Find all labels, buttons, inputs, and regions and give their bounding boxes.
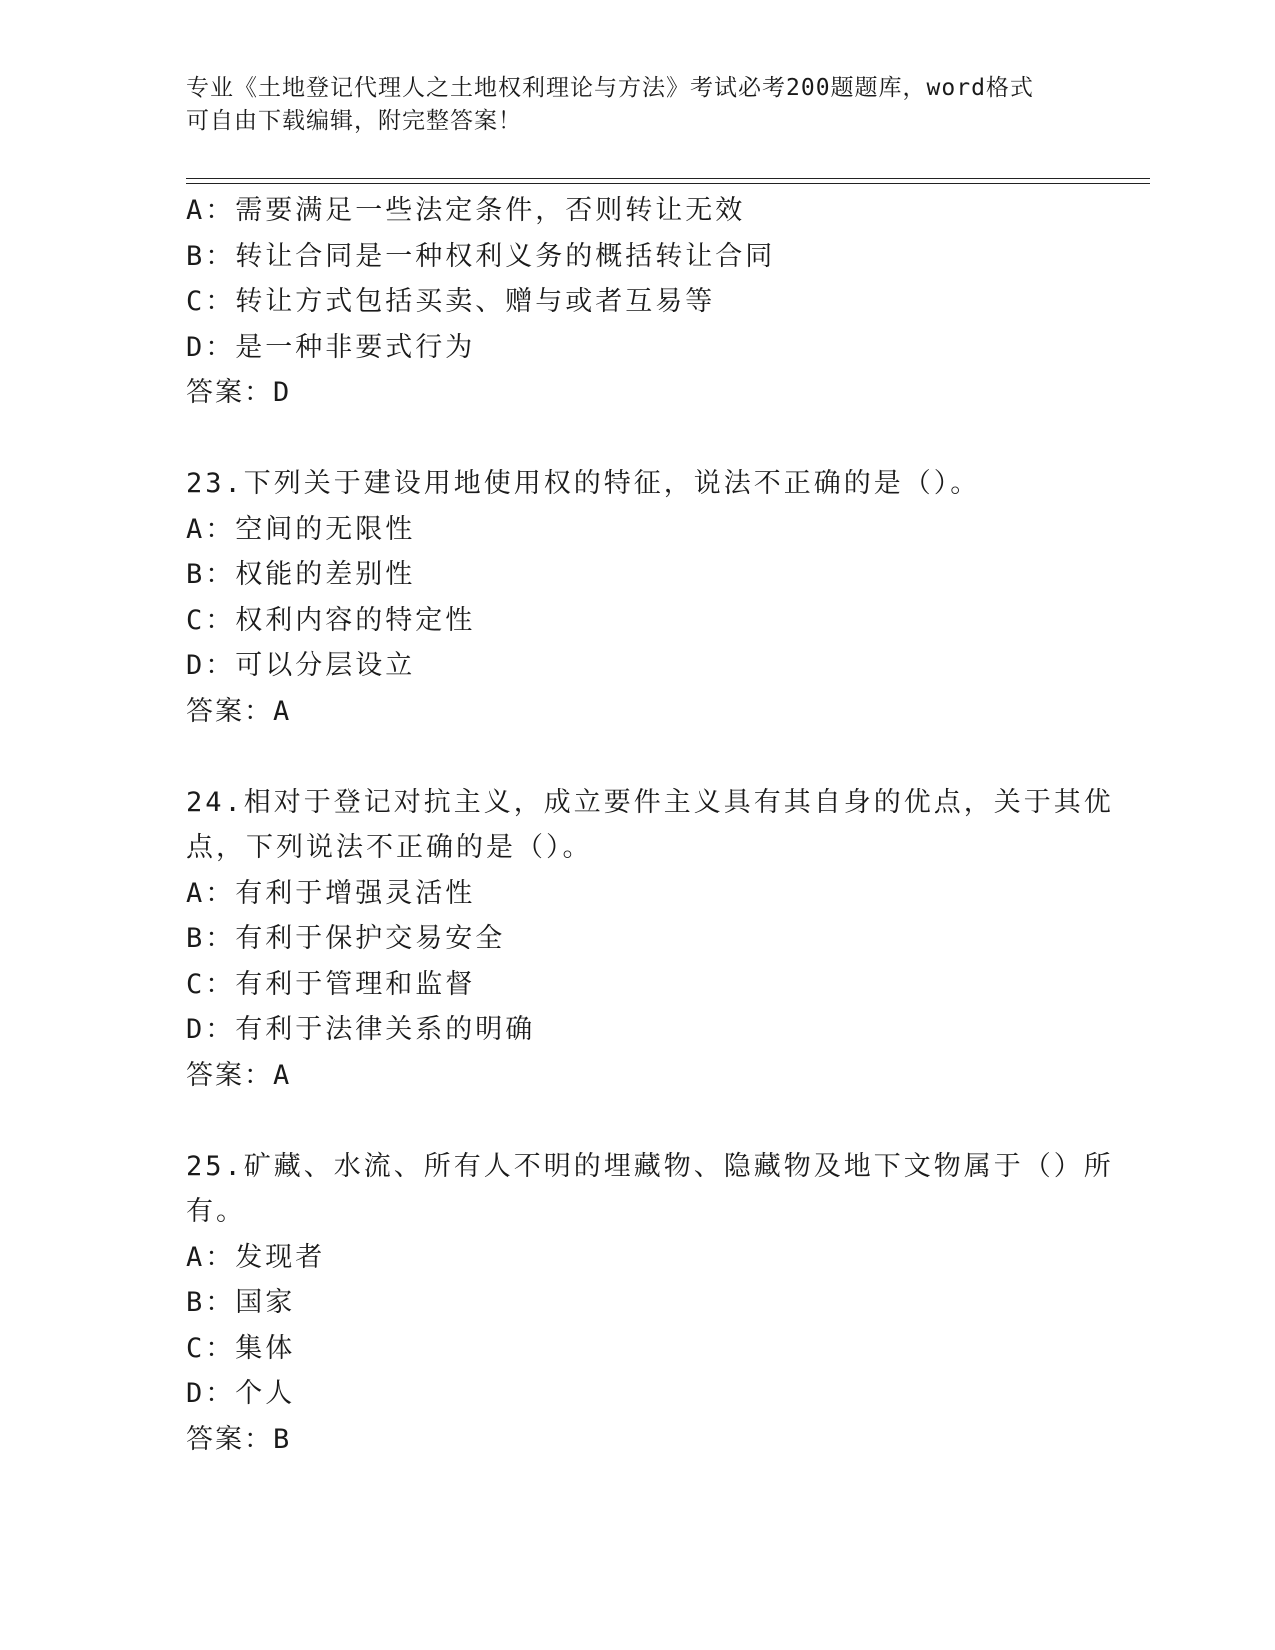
answer: 答案：A: [186, 695, 292, 727]
option-d: D：个人: [186, 1378, 296, 1409]
option-b: B：有利于保护交易安全: [186, 923, 506, 954]
header-line-2: 可自由下载编辑，附完整答案！: [186, 108, 522, 134]
question-text-line-1: 25.矿藏、水流、所有人不明的埋藏物、隐藏物及地下文物属于（）所: [186, 1150, 1114, 1182]
header-line-1: 专业《土地登记代理人之土地权利理论与方法》考试必考200题题库，word格式: [186, 75, 1034, 101]
answer: 答案：D: [186, 377, 292, 408]
question-text-line-2: 有。: [186, 1196, 246, 1227]
question-text: 23.下列关于建设用地使用权的特征，说法不正确的是（）。: [186, 468, 981, 499]
option-b: B：权能的差别性: [186, 559, 416, 590]
option-c: C：权利内容的特定性: [186, 604, 476, 636]
option-c: C：有利于管理和监督: [186, 968, 476, 1000]
question-23: [186, 461, 1086, 734]
option-a: A：发现者: [186, 1241, 326, 1273]
option-d: D：是一种非要式行为: [186, 331, 476, 363]
option-b: B：国家: [186, 1287, 296, 1318]
question-24: [186, 780, 1114, 1099]
question-text-line-2: 点，下列说法不正确的是（）。: [186, 832, 593, 863]
header-divider-top: [186, 178, 1150, 179]
question-list: [186, 188, 1114, 1462]
option-a: A：空间的无限性: [186, 513, 416, 545]
question-22: [186, 188, 1086, 416]
option-a: A：需要满足一些法定条件，否则转让无效: [186, 195, 746, 226]
option-c: C：转让方式包括买卖、赠与或者互易等: [186, 286, 716, 317]
option-c: C：集体: [186, 1332, 296, 1364]
option-b: B：转让合同是一种权利义务的概括转让合同: [186, 240, 776, 272]
option-d: D：有利于法律关系的明确: [186, 1014, 536, 1045]
header-divider-bottom: [186, 183, 1150, 184]
question-25: [186, 1144, 1114, 1463]
spacer: [186, 1098, 1086, 1144]
spacer: [186, 734, 1086, 780]
document-header: [186, 72, 1066, 138]
spacer: [186, 416, 1086, 462]
answer: 答案：B: [186, 1423, 292, 1455]
answer: 答案：A: [186, 1059, 292, 1091]
option-a: A：有利于增强灵活性: [186, 877, 476, 909]
option-d: D：可以分层设立: [186, 650, 416, 681]
question-text-line-1: 24.相对于登记对抗主义，成立要件主义具有其自身的优点，关于其优: [186, 786, 1114, 818]
